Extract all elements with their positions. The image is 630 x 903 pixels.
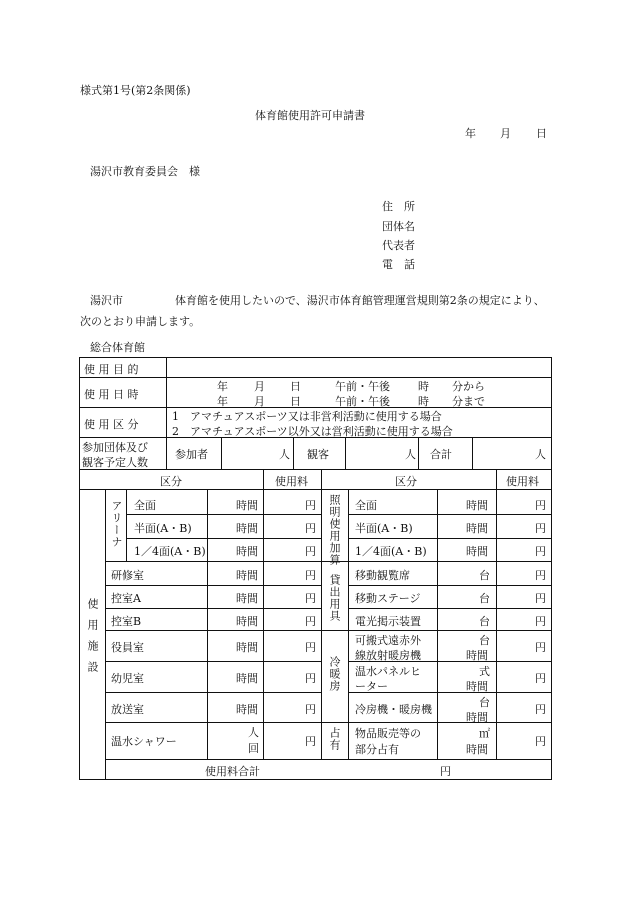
participants-unit: 人	[279, 448, 290, 461]
dai-unit: 台	[479, 592, 490, 605]
hours-unit: 時間	[236, 615, 258, 628]
yen-unit: 円	[535, 672, 546, 685]
dt1-from: 分から	[452, 380, 485, 393]
spectators-unit: 人	[405, 448, 416, 461]
occupancy-vertical-label: 占有	[328, 727, 341, 751]
hours-unit: 時間	[466, 649, 488, 662]
total-label: 合計	[430, 448, 452, 461]
item-label: 1／4面(A・B)	[355, 545, 427, 558]
category-label: 使 用 区 分	[84, 418, 139, 431]
hours-unit: 時間	[466, 499, 488, 512]
total-unit: 人	[535, 448, 546, 461]
item-label: 移動観覧席	[355, 569, 410, 582]
dt1-month: 月	[254, 380, 265, 393]
hours-unit: 時間	[236, 703, 258, 716]
hours-unit: 時間	[466, 680, 488, 693]
attendance-label-1: 参加団体及び	[82, 441, 148, 454]
dt2-hour: 時	[418, 395, 429, 408]
hours-unit: 時間	[466, 743, 488, 756]
hours-unit: 時間	[466, 545, 488, 558]
kubun-header-right: 区分	[395, 475, 417, 488]
hours-unit: 時間	[466, 711, 488, 724]
item-label: 控室A	[111, 592, 141, 605]
dai-unit: 台	[479, 615, 490, 628]
date-month: 月	[500, 127, 511, 140]
dai-unit: 台	[479, 634, 490, 647]
hours-unit: 時間	[466, 522, 488, 535]
dt2-ampm: 午前・午後	[335, 395, 390, 408]
item-label-2: 線放射暖房機	[355, 649, 421, 662]
shiki-unit: 式	[479, 665, 490, 678]
yen-unit: 円	[305, 735, 316, 748]
item-label: 電光掲示装置	[355, 615, 421, 628]
lighting-vertical-label: 照明使用加算	[328, 494, 341, 566]
hours-unit: 時間	[236, 499, 258, 512]
times-unit: 回	[248, 742, 259, 755]
dt1-day: 日	[290, 380, 301, 393]
date-day: 日	[536, 127, 547, 140]
dt1-year: 年	[217, 380, 228, 393]
equipment-vertical-label: 貸出用具	[328, 574, 341, 622]
category-option-1: 1 アマチュアスポーツ又は非営利活動に使用する場合	[172, 410, 442, 423]
item-label: 全面	[134, 499, 156, 512]
attendance-label-2: 観客予定人数	[82, 456, 148, 469]
item-label-2: 部分占有	[355, 743, 399, 756]
yen-unit: 円	[535, 522, 546, 535]
item-label: 役員室	[111, 641, 144, 654]
facility-name: 総合体育館	[90, 341, 145, 354]
dt1-ampm: 午前・午後	[335, 380, 390, 393]
yen-unit: 円	[305, 592, 316, 605]
item-label: 全面	[355, 499, 377, 512]
yen-unit: 円	[535, 592, 546, 605]
body-text-2: 次のとおり申請します。	[80, 315, 201, 328]
item-label: 半面(A・B)	[134, 522, 192, 535]
form-number: 様式第1号(第2条関係)	[80, 84, 191, 97]
hours-unit: 時間	[236, 545, 258, 558]
yen-unit: 円	[535, 703, 546, 716]
item-label-1: 温水パネルヒ	[355, 665, 421, 678]
yen-unit: 円	[535, 641, 546, 654]
date-year: 年	[465, 127, 476, 140]
category-option-2: 2 アマチュアスポーツ以外又は営利活動に使用する場合	[172, 425, 453, 438]
item-label-2: ーター	[355, 680, 388, 693]
yen-unit: 円	[535, 545, 546, 558]
addressee: 湯沢市教育委員会 様	[90, 165, 200, 178]
total-fee-yen: 円	[440, 765, 451, 778]
dt2-year: 年	[217, 395, 228, 408]
dt2-month: 月	[254, 395, 265, 408]
hours-unit: 時間	[236, 641, 258, 654]
datetime-label: 使 用 日 時	[84, 388, 139, 401]
hours-unit: 時間	[236, 569, 258, 582]
yen-unit: 円	[305, 615, 316, 628]
purpose-label: 使 用 目 的	[84, 363, 139, 376]
dai-unit: 台	[479, 696, 490, 709]
yen-unit: 円	[535, 499, 546, 512]
yen-unit: 円	[535, 735, 546, 748]
item-label: 幼児室	[111, 672, 144, 685]
yen-unit: 円	[305, 545, 316, 558]
body-text-1: 体育館を使用したいので、湯沢市体育館管理運営規則第2条の規定により、	[175, 294, 545, 307]
item-label: 放送室	[111, 703, 144, 716]
applicant-group: 団体名	[382, 220, 415, 233]
participants-label: 参加者	[175, 448, 208, 461]
yen-unit: 円	[535, 615, 546, 628]
yen-unit: 円	[305, 522, 316, 535]
person-unit: 人	[248, 726, 259, 739]
hours-unit: 時間	[236, 522, 258, 535]
dt2-day: 日	[290, 395, 301, 408]
yen-unit: 円	[305, 703, 316, 716]
hours-unit: 時間	[236, 592, 258, 605]
item-label: 1／4面(A・B)	[134, 545, 206, 558]
item-label: 温水シャワー	[111, 735, 177, 748]
item-label: 研修室	[111, 569, 144, 582]
yen-unit: 円	[305, 641, 316, 654]
item-label-1: 可搬式遠赤外	[355, 634, 421, 647]
fee-header-left: 使用料	[275, 475, 308, 488]
kubun-header-left: 区分	[160, 475, 182, 488]
yen-unit: 円	[535, 569, 546, 582]
spectators-label: 観客	[307, 448, 329, 461]
item-label: 半面(A・B)	[355, 522, 413, 535]
arena-vertical-label: アリーナ	[110, 500, 123, 548]
item-label: 控室B	[111, 615, 142, 628]
yen-unit: 円	[305, 672, 316, 685]
yen-unit: 円	[305, 569, 316, 582]
dt2-until: 分まで	[452, 395, 485, 408]
item-label: 冷房機・暖房機	[355, 703, 432, 716]
applicant-representative: 代表者	[382, 239, 415, 252]
aircon-vertical-label: 冷暖房	[328, 656, 341, 692]
yen-unit: 円	[305, 499, 316, 512]
fee-header-right: 使用料	[506, 475, 539, 488]
total-fee-label: 使用料合計	[205, 765, 260, 778]
m2-unit: ㎡	[479, 727, 490, 740]
item-label: 移動ステージ	[355, 592, 421, 605]
hours-unit: 時間	[236, 672, 258, 685]
applicant-address: 住 所	[382, 200, 415, 213]
facilities-vertical-label: 使用施設	[86, 598, 99, 682]
document-title: 体育館使用許可申請書	[255, 109, 365, 122]
dai-unit: 台	[479, 569, 490, 582]
item-label-1: 物品販売等の	[355, 727, 421, 740]
applicant-phone: 電 話	[382, 258, 415, 271]
body-city: 湯沢市	[90, 294, 123, 307]
dt1-hour: 時	[418, 380, 429, 393]
